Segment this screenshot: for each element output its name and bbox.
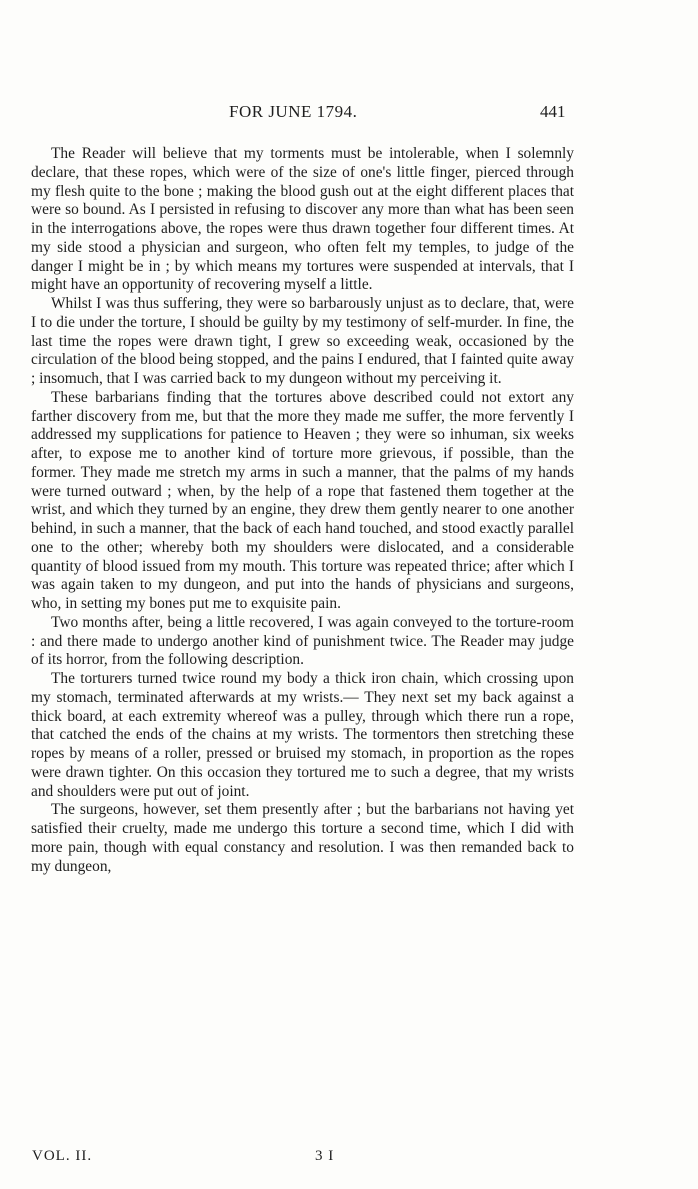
paragraph-1: The Reader will believe that my torments must be intolerable, when I solemnly declare, that these ropes, which were of the size of one's little finger, pierced through my flesh quite to the bone ; making the blood gush out at the eight different places that were so bound. As I persisted in refusing to discover any more than what has been seen in the interrogations above, the ropes were thus drawn together four different times. At my side stood a physician and surgeon, who often felt my temples, to judge of the danger I might be in ; by which means my tortures were suspended at intervals, that I might have an opportunity of recovering myself a little. — [31, 145, 574, 294]
signature-mark: 3 I — [315, 1148, 335, 1164]
paragraph-4: Two months after, being a little recovered, I was again conveyed to the torture-room : and there made to undergo another kind of punishment twice. The Reader may judge of its horror, from the following description. — [31, 613, 574, 669]
body-text — [31, 145, 574, 876]
paragraph-6: The surgeons, however, set them presently after ; but the barbarians not having yet satisfied their cruelty, made me undergo this torture a second time, which I did with more pain, though with equal constancy and resolution. I was then remanded back to my dungeon, — [31, 801, 574, 875]
paragraph-2: Whilst I was thus suffering, they were so barbarously unjust as to declare, that, were I to die under the torture, I should be guilty by my testimony of self-murder. In fine, the last time the ropes were drawn tight, I grew so exceeding weak, occasioned by the circulation of the blood being stopped, and the pains I endured, that I fainted quite away ; insomuch, that I was carried back to my dungeon without my perceiving it. — [31, 295, 574, 387]
paragraph-3: These barbarians finding that the tortures above described could not extort any farther discovery from me, but that the more they made me suffer, the more fervently I addressed my supplications for patience to Heaven ; they were so inhuman, six weeks after, to expose me to another kind of torture more grievous, if possible, than the former. They made me stretch my arms in such a manner, that the palms of my hands were turned outward ; when, by the help of a rope that fastened them together at the wrist, and which they turned by an engine, they drew them gently nearer to one another behind, in such a manner, that the back of each hand touched, and stood exactly parallel one to the other; whereby both my shoulders were dislocated, and a considerable quantity of blood issued from my mouth. This torture was repeated thrice; after which I was again taken to my dungeon, and put into the hands of physicians and surgeons, who, in setting my bones put me to exquisite pain. — [31, 388, 574, 612]
volume-label: VOL. II. — [32, 1148, 93, 1164]
page-number: 441 — [540, 102, 566, 121]
page-footer — [0, 1148, 698, 1172]
paragraph-5: The torturers turned twice round my body a thick iron chain, which crossing upon my stomach, terminated afterwards at my wrists.— They next set my back against a thick board, at each extremity whereof was a pulley, through which there run a rope, that catched the ends of the chains at my wrists. The tormentors then stretching these ropes by means of a roller, pressed or bruised my stomach, in proportion as the ropes were drawn tighter. On this occasion they tortured me to such a degree, that my wrists and shoulders were put out of joint. — [31, 670, 574, 800]
page-header — [0, 102, 698, 128]
running-title: FOR JUNE 1794. — [229, 102, 358, 121]
